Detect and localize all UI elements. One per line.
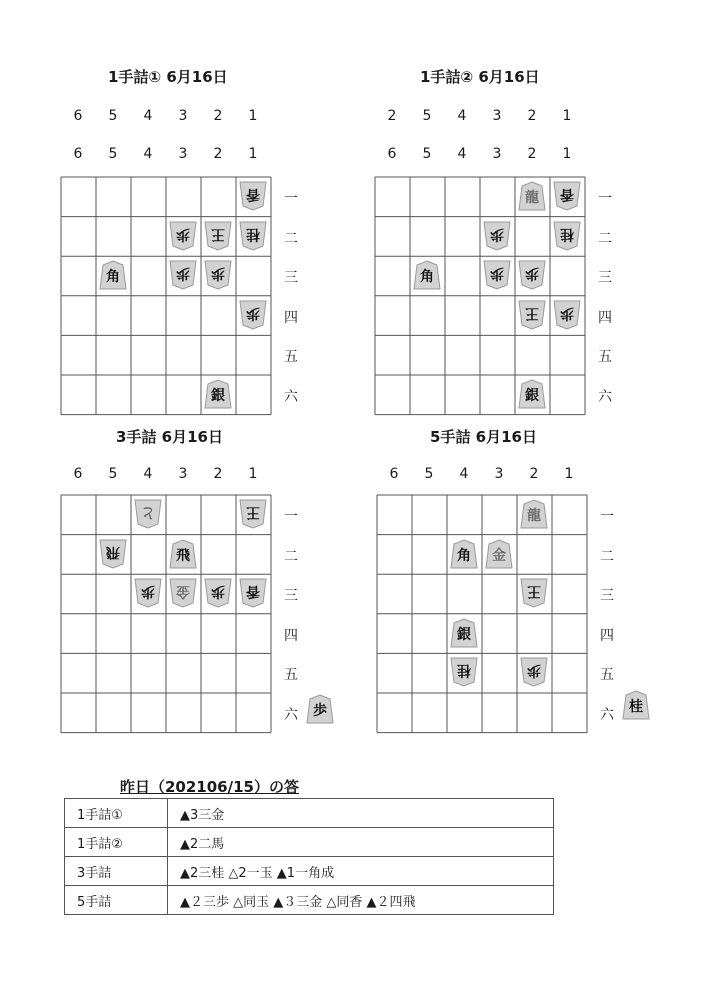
shogi-piece-label: 歩 [490, 265, 504, 282]
hand-piece-label: 桂 [629, 699, 643, 715]
shogi-piece-label: 龍 [525, 190, 539, 206]
shogi-piece-label: 飛 [106, 543, 120, 560]
shogi-piece-label: 歩 [246, 304, 260, 321]
row-label: 五 [600, 667, 614, 684]
answer-question: 5手詰 [65, 886, 168, 915]
shogi-piece [239, 578, 267, 612]
hand-piece [306, 694, 334, 728]
column-number: 5 [108, 466, 118, 482]
row-label: 一 [284, 191, 298, 207]
row-label: 二 [600, 548, 614, 565]
shogi-piece-label: 角 [420, 269, 434, 286]
shogi-piece-label: 歩 [527, 662, 541, 679]
answer-question: 1手詰② [65, 828, 168, 857]
row-label: 四 [598, 309, 612, 326]
column-number: 5 [108, 108, 118, 124]
column-number: 6 [387, 146, 397, 162]
shogi-piece [239, 181, 267, 215]
row-label: 五 [284, 667, 298, 684]
shogi-piece-label: 王 [211, 225, 225, 242]
column-number: 1 [562, 108, 572, 124]
shogi-piece-label: 王 [246, 504, 260, 520]
shogi-piece [204, 260, 232, 294]
shogi-piece [553, 300, 581, 334]
shogi-piece [169, 578, 197, 612]
shogi-piece-label: 王 [525, 304, 539, 321]
shogi-piece-label: 歩 [211, 265, 225, 282]
shogi-piece [518, 181, 546, 215]
shogi-piece [450, 539, 478, 573]
column-number: 3 [178, 466, 188, 482]
shogi-piece-label: 歩 [560, 304, 574, 321]
shogi-piece [99, 539, 127, 573]
shogi-piece [169, 539, 197, 573]
shogi-piece-label: 龍 [527, 508, 541, 524]
column-number: 5 [424, 466, 434, 482]
shogi-piece [239, 499, 267, 533]
shogi-piece [204, 379, 232, 413]
column-number: 2 [529, 466, 539, 482]
shogi-piece [520, 578, 548, 612]
row-label: 三 [284, 588, 298, 605]
shogi-piece [485, 539, 513, 573]
shogi-piece-label: 銀 [457, 626, 471, 643]
shogi-piece [413, 260, 441, 294]
column-number: 2 [527, 108, 537, 124]
shogi-piece-label: 香 [246, 583, 260, 600]
column-number: 1 [248, 466, 258, 482]
row-label: 四 [284, 627, 298, 644]
shogi-piece-label: 飛 [176, 547, 190, 564]
column-number: 4 [457, 146, 467, 162]
shogi-piece-label: 銀 [211, 388, 225, 404]
column-number: 4 [143, 466, 153, 482]
column-number: 2 [213, 466, 223, 482]
shogi-piece-label: 香 [560, 186, 574, 202]
answer-text: ▲2三桂 △2一玉 ▲1一角成 [168, 857, 554, 886]
shogi-piece-label: 角 [457, 547, 471, 564]
shogi-piece-label: と [141, 504, 155, 520]
problem-title: 1手詰② 6月16日 [420, 68, 540, 86]
column-number: 3 [494, 466, 504, 482]
row-label: 二 [284, 548, 298, 565]
answers-table [64, 798, 554, 915]
column-number: 6 [73, 146, 83, 162]
column-number: 1 [248, 108, 258, 124]
column-number: 2 [527, 146, 537, 162]
shogi-piece-label: 角 [106, 269, 120, 286]
shogi-piece [204, 578, 232, 612]
row-label: 一 [600, 509, 614, 525]
column-number: 4 [457, 108, 467, 124]
shogi-piece-label: 桂 [560, 225, 574, 242]
column-number: 6 [73, 466, 83, 482]
column-number: 2 [213, 146, 223, 162]
shogi-piece [518, 260, 546, 294]
answer-text: ▲3三金 [168, 799, 554, 828]
answer-question: 1手詰① [65, 799, 168, 828]
answer-row [65, 886, 554, 915]
shogi-piece [450, 657, 478, 691]
shogi-piece-label: 歩 [176, 265, 190, 282]
row-label: 五 [284, 349, 298, 366]
shogi-piece [450, 618, 478, 652]
row-label: 二 [284, 230, 298, 247]
column-number: 6 [73, 108, 83, 124]
shogi-piece [520, 657, 548, 691]
answer-row [65, 857, 554, 886]
column-number: 4 [143, 146, 153, 162]
row-label: 四 [600, 627, 614, 644]
shogi-piece-label: 銀 [525, 388, 539, 404]
column-number: 2 [387, 108, 397, 124]
row-label: 三 [284, 270, 298, 287]
answer-row [65, 828, 554, 857]
shogi-piece [520, 499, 548, 533]
column-number: 4 [143, 108, 153, 124]
shogi-piece [553, 181, 581, 215]
shogi-piece [518, 300, 546, 334]
shogi-piece [239, 221, 267, 255]
shogi-piece-label: 金 [176, 583, 190, 600]
shogi-piece [169, 260, 197, 294]
column-number: 4 [459, 466, 469, 482]
shogi-piece [483, 260, 511, 294]
shogi-piece-label: 歩 [490, 225, 504, 242]
answer-row [65, 799, 554, 828]
hand-piece [622, 690, 650, 724]
problem-title: 3手詰 6月16日 [116, 428, 223, 446]
row-label: 六 [600, 707, 614, 723]
column-number: 5 [422, 108, 432, 124]
shogi-piece-label: 桂 [246, 225, 260, 242]
row-label: 六 [284, 707, 298, 723]
row-label: 三 [598, 270, 612, 287]
shogi-board [376, 494, 588, 734]
row-label: 一 [598, 191, 612, 207]
row-label: 二 [598, 230, 612, 247]
column-number: 1 [562, 146, 572, 162]
column-number: 3 [178, 146, 188, 162]
shogi-piece [134, 499, 162, 533]
shogi-piece [204, 221, 232, 255]
row-label: 六 [598, 389, 612, 405]
shogi-piece [99, 260, 127, 294]
row-label: 三 [600, 588, 614, 605]
shogi-piece-label: 香 [246, 186, 260, 202]
problem-title: 1手詰① 6月16日 [108, 68, 228, 86]
row-label: 六 [284, 389, 298, 405]
shogi-piece [518, 379, 546, 413]
hand-piece-label: 歩 [313, 703, 327, 719]
problem-title: 5手詰 6月16日 [430, 428, 537, 446]
shogi-piece-label: 歩 [211, 583, 225, 600]
column-number: 5 [108, 146, 118, 162]
answers-title: 昨日（202106/15）の答 [120, 778, 299, 796]
column-number: 3 [178, 108, 188, 124]
shogi-piece-label: 歩 [141, 583, 155, 600]
row-label: 四 [284, 309, 298, 326]
shogi-piece [553, 221, 581, 255]
shogi-piece [134, 578, 162, 612]
shogi-piece-label: 金 [492, 547, 506, 564]
answer-question: 3手詰 [65, 857, 168, 886]
column-number: 3 [492, 108, 502, 124]
shogi-piece-label: 歩 [176, 225, 190, 242]
column-number: 1 [564, 466, 574, 482]
shogi-piece [483, 221, 511, 255]
answer-text: ▲2二馬 [168, 828, 554, 857]
column-number: 6 [389, 466, 399, 482]
column-number: 5 [422, 146, 432, 162]
row-label: 五 [598, 349, 612, 366]
shogi-piece-label: 桂 [457, 662, 471, 679]
row-label: 一 [284, 509, 298, 525]
column-number: 3 [492, 146, 502, 162]
shogi-piece [239, 300, 267, 334]
column-number: 1 [248, 146, 258, 162]
answer-text: ▲２三歩 △同玉 ▲３三金 △同香 ▲２四飛 [168, 886, 554, 915]
shogi-piece [169, 221, 197, 255]
column-number: 2 [213, 108, 223, 124]
shogi-piece-label: 王 [527, 583, 541, 600]
shogi-piece-label: 歩 [525, 265, 539, 282]
